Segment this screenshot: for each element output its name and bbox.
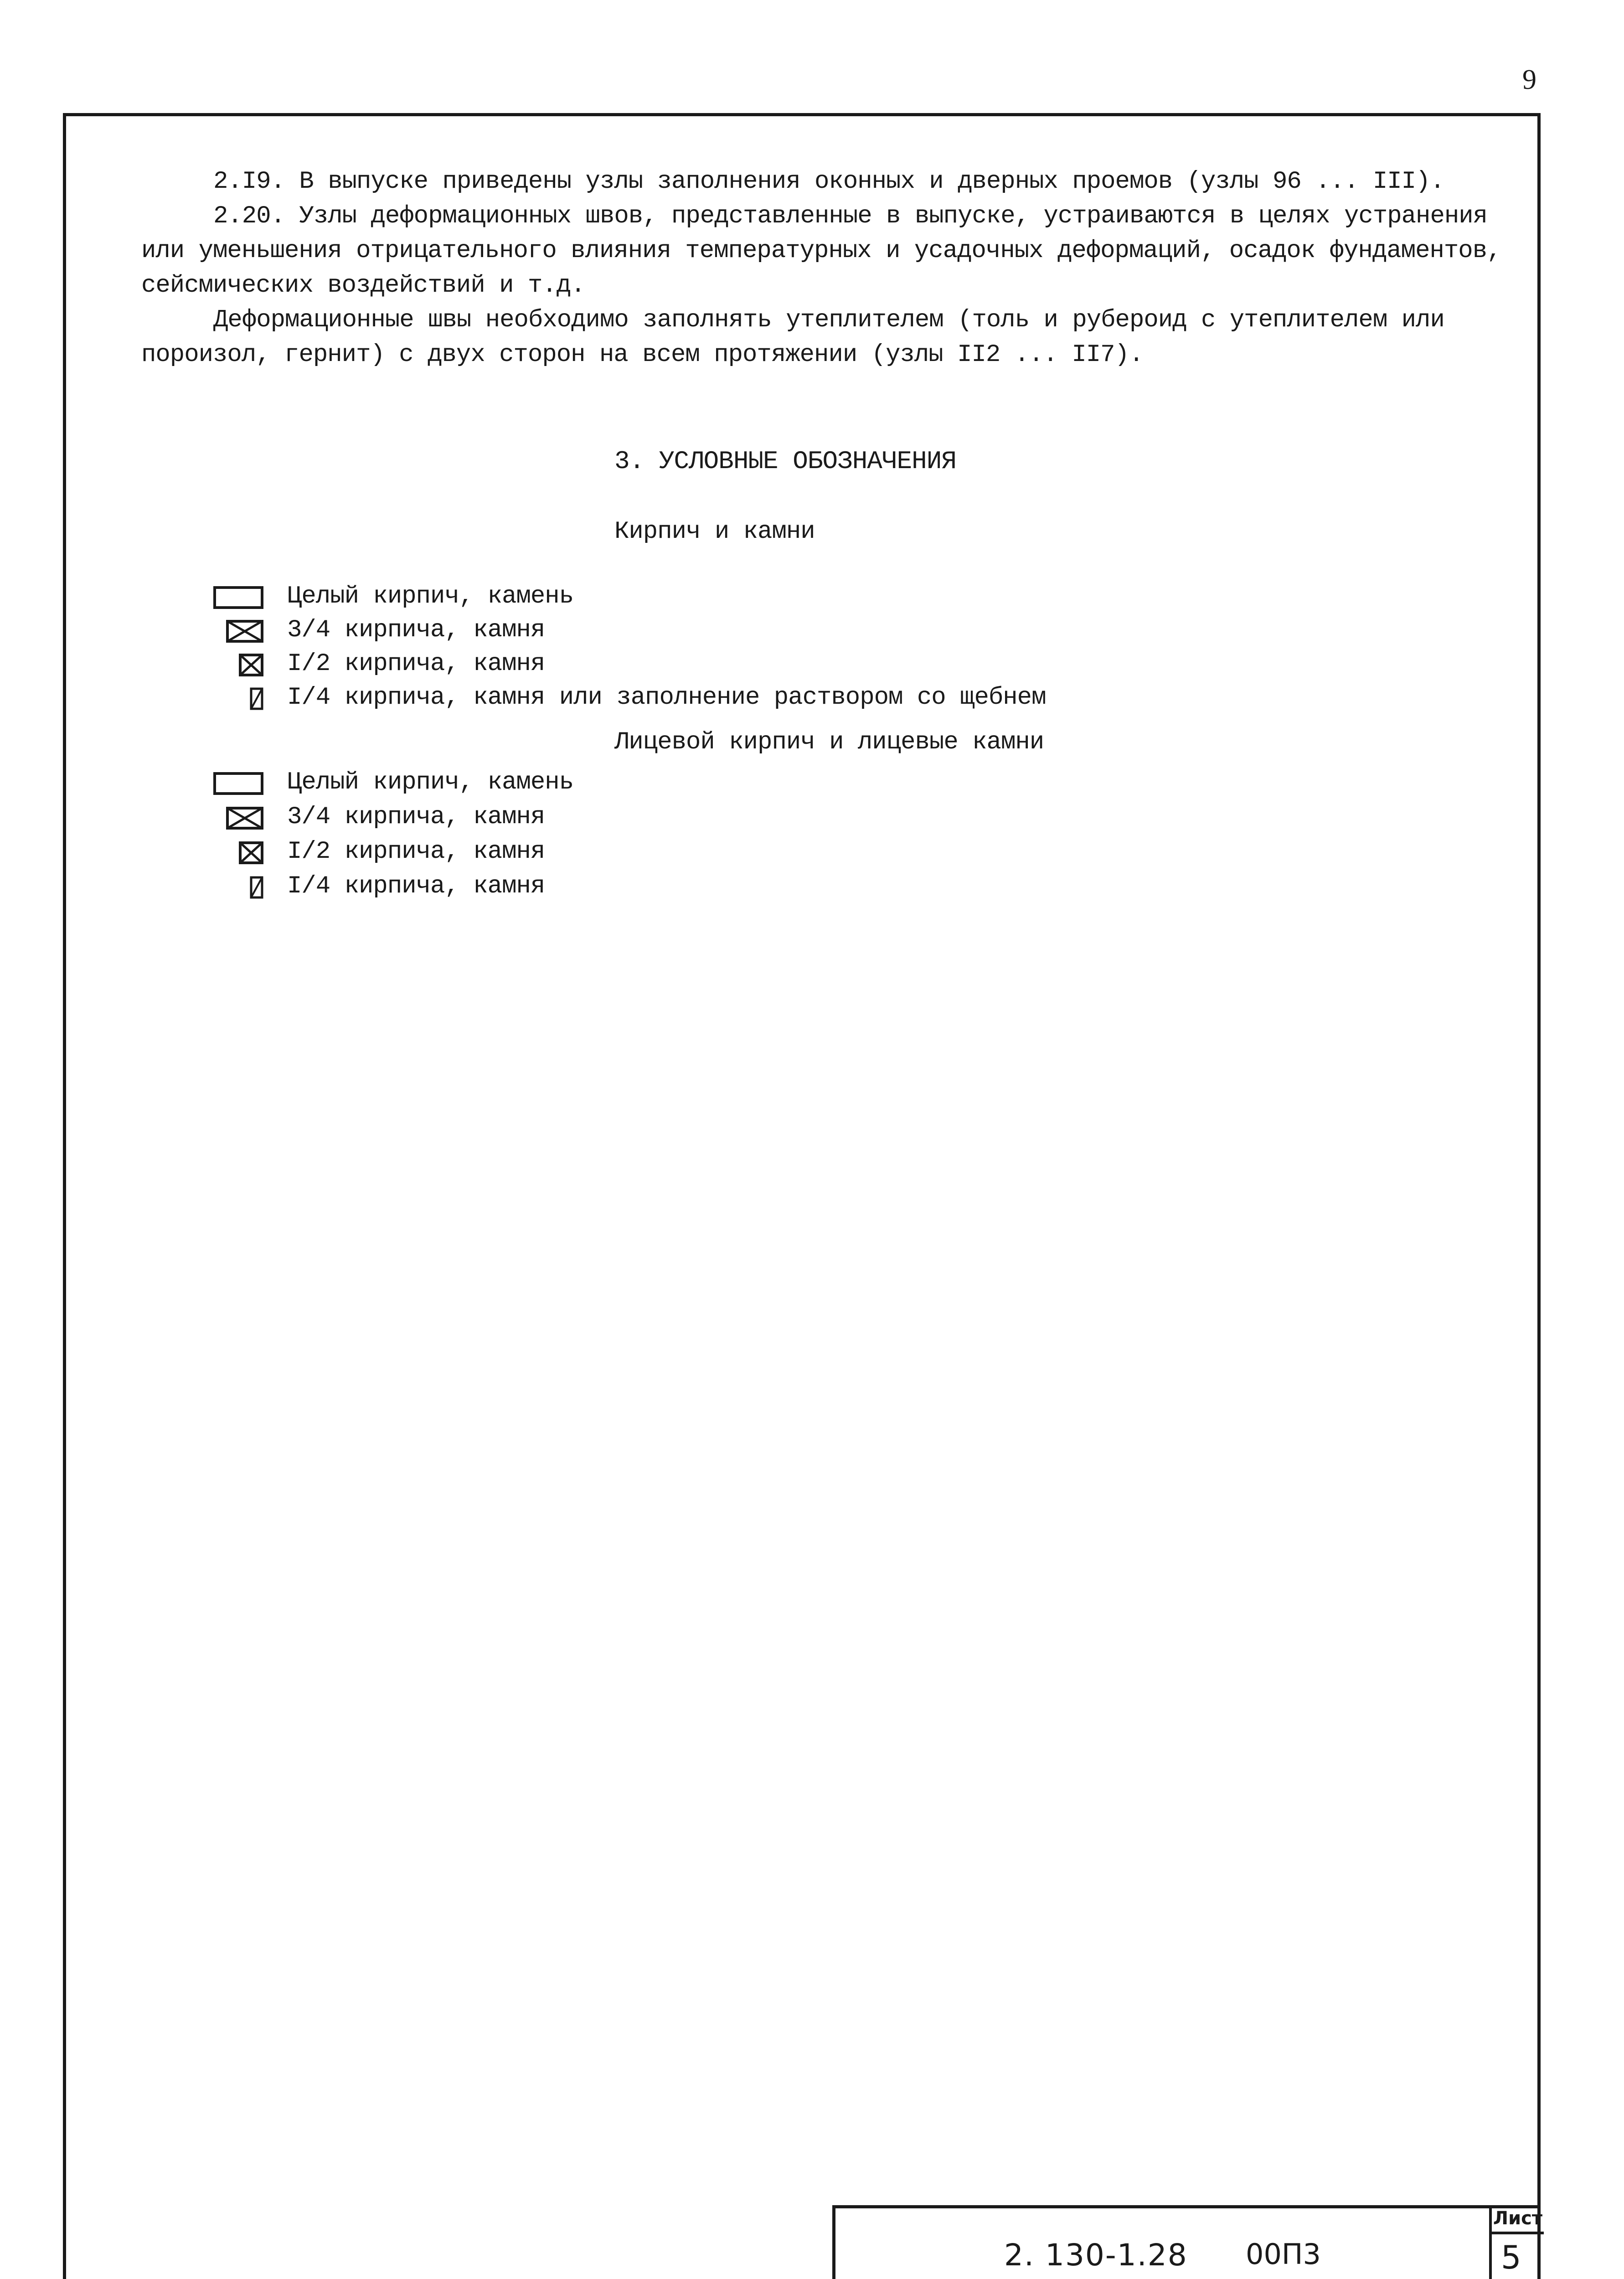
legend-item-label: I/2 кирпича, камня: [287, 650, 545, 678]
paragraph-2-20-line-1: 2.20. Узлы деформационных швов, представленные в выпуске, устраиваются в целях устранения: [213, 202, 1488, 230]
legend-item-label: 3/4 кирпича, камня: [287, 803, 545, 831]
document-code: 2. 130-1.28: [1004, 2238, 1188, 2273]
legend-group-title: Кирпич и камни: [614, 518, 815, 546]
half-brick-icon: [239, 841, 263, 864]
title-block: [832, 2205, 1541, 2279]
section-title: 3. УСЛОВНЫЕ ОБОЗНАЧЕНИЯ: [614, 447, 956, 476]
document-suffix: 00П3: [1246, 2238, 1321, 2271]
paragraph-joints-line-1: Деформационные швы необходимо заполнять утеплителем (толь и рубероид с утеплителем или: [213, 306, 1444, 334]
whole-brick-icon: [213, 772, 263, 795]
quarter-brick-icon: [250, 876, 263, 899]
legend-item-label: I/4 кирпича, камня: [287, 872, 545, 900]
three-quarter-brick-icon: [226, 620, 263, 643]
paragraph-2-19: 2.I9. В выпуске приведены узлы заполнения оконных и дверных проемов (узлы 96 ... III).: [213, 168, 1444, 196]
three-quarter-brick-icon: [226, 807, 263, 830]
page-number: 9: [1522, 64, 1536, 95]
paragraph-joints-line-2: пороизол, гернит) с двух сторон на всем протяжении (узлы II2 ... II7).: [141, 341, 1144, 369]
whole-brick-icon: [213, 586, 263, 609]
sheet-label: Лист: [1492, 2205, 1544, 2234]
sheet-cell: [1489, 2205, 1544, 2279]
half-brick-icon: [239, 654, 263, 676]
page-frame: [63, 113, 1541, 2279]
legend-group-title: Лицевой кирпич и лицевые камни: [614, 728, 1044, 756]
paragraph-2-20-line-3: сейсмических воздействий и т.д.: [141, 272, 585, 299]
legend-item-label: Целый кирпич, камень: [287, 768, 574, 796]
legend-item-label: Целый кирпич, камень: [287, 583, 574, 610]
paragraph-2-20-line-2: или уменьшения отрицательного влияния температурных и усадочных деформаций, осадок фундаментов,: [141, 237, 1501, 265]
legend-item-label: I/4 кирпича, камня или заполнение раствором со щебнем: [287, 684, 1046, 712]
legend-item-label: I/2 кирпича, камня: [287, 838, 545, 866]
legend-item-label: 3/4 кирпича, камня: [287, 616, 545, 644]
quarter-brick-icon: [250, 687, 263, 710]
sheet-number: 5: [1501, 2239, 1521, 2276]
